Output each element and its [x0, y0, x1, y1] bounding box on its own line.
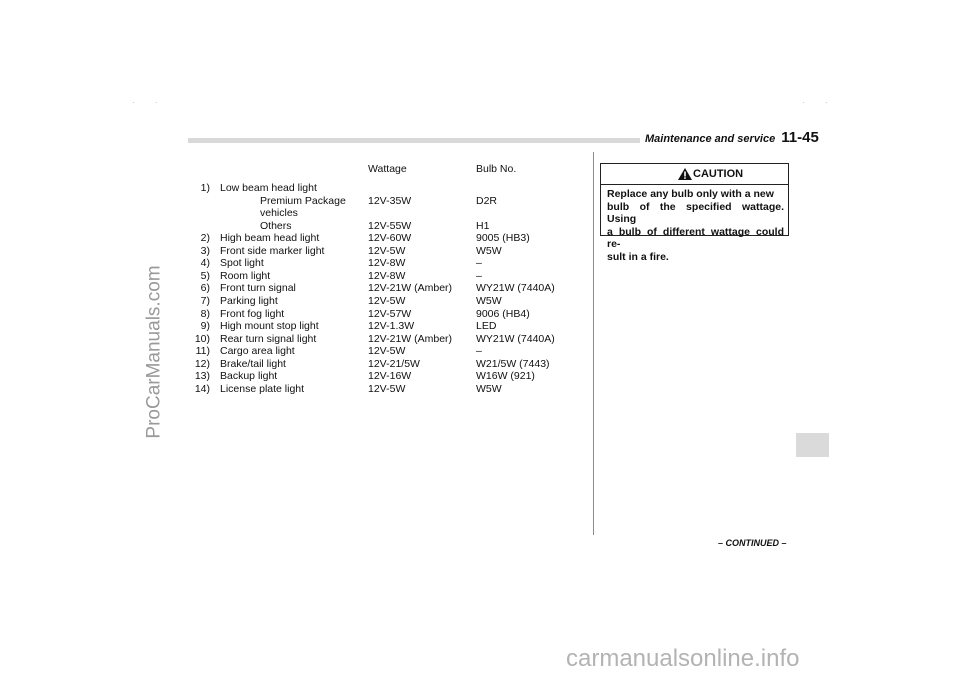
section-title: Maintenance and service — [645, 133, 776, 145]
caution-text — [601, 185, 788, 264]
row-number: 8) — [200, 307, 210, 320]
row-name: High mount stop light — [220, 320, 319, 333]
caution-header — [601, 164, 788, 185]
row-bulb: – — [476, 269, 482, 282]
caution-line: Replace any bulb only with a new — [607, 188, 774, 200]
row-bulb: – — [476, 345, 482, 358]
column-header-wattage: Wattage — [368, 163, 407, 175]
row-bulb: WY21W (7440A) — [476, 332, 555, 345]
row-name: Low beam head light — [220, 182, 317, 194]
page-header — [645, 129, 819, 146]
row-name: Rear turn signal light — [220, 332, 317, 345]
row-wattage: 12V-16W — [368, 370, 412, 383]
row-name: Premium Package — [260, 194, 346, 207]
row-bulb: W5W — [476, 244, 502, 257]
row-name: Brake/tail light — [220, 357, 286, 370]
row-bulb: W21/5W (7443) — [476, 357, 550, 370]
row-name: Front turn signal — [220, 282, 296, 295]
caution-line: sult in a fire. — [607, 250, 669, 263]
row-bulb: 9006 (HB4) — [476, 307, 530, 320]
row-wattage: 12V-5W — [368, 382, 406, 395]
page-number: 11-45 — [781, 129, 819, 146]
crop-mark-left: . . — [132, 95, 167, 105]
row-name: Cargo area light — [220, 345, 295, 358]
row-name: High beam head light — [220, 232, 320, 245]
row-wattage: 12V-1.3W — [368, 320, 415, 333]
row-wattage: 12V-8W — [368, 257, 406, 270]
row-number: 9) — [200, 320, 210, 333]
row-number: 2) — [200, 232, 210, 245]
row-name: Others — [260, 219, 292, 232]
row-wattage: 12V-5W — [368, 345, 406, 358]
row-wattage: 12V-5W — [368, 244, 406, 257]
row-wattage: 12V-5W — [368, 294, 406, 307]
warning-triangle-icon — [678, 168, 692, 180]
column-divider — [593, 152, 594, 535]
caution-line: bulb of the specified wattage. Using — [607, 200, 784, 226]
chapter-tab — [796, 433, 829, 457]
row-bulb: WY21W (7440A) — [476, 282, 555, 295]
caution-title: CAUTION — [693, 168, 744, 180]
header-rule — [188, 138, 640, 143]
row-wattage: 12V-21/5W — [368, 357, 420, 370]
row-number: 11) — [195, 345, 210, 358]
row-wattage: 12V-8W — [368, 269, 406, 282]
crop-mark-right: . . — [802, 95, 837, 105]
row-wattage: 12V-60W — [368, 232, 412, 245]
row-wattage: 12V-35W — [368, 194, 412, 207]
row-bulb: – — [476, 257, 482, 270]
row-number: 3) — [200, 244, 210, 257]
row-name: License plate light — [220, 382, 305, 395]
caution-box — [600, 163, 789, 263]
row-number: 14) — [194, 382, 210, 395]
row-name: Spot light — [220, 257, 264, 270]
row-bulb: W5W — [476, 382, 502, 395]
row-number: 12) — [194, 357, 210, 370]
row-name: Front fog light — [220, 307, 285, 320]
row-number: 13) — [194, 370, 210, 383]
row-wattage: 12V-21W (Amber) — [368, 332, 453, 345]
row-wattage: 12V-55W — [368, 219, 412, 232]
row-bulb: D2R — [476, 194, 498, 207]
row-number: 5) — [200, 269, 210, 282]
watermark-vertical — [143, 262, 167, 442]
caution-line: a bulb of different wattage could re- — [607, 225, 784, 251]
row-bulb: LED — [476, 320, 497, 333]
row-bulb: 9005 (HB3) — [476, 232, 530, 245]
row-wattage: 12V-21W (Amber) — [368, 282, 453, 295]
row-number: 4) — [200, 257, 210, 270]
row-bulb: W16W (921) — [476, 370, 535, 383]
row-bulb: W5W — [476, 294, 502, 307]
watermark-bottom: carmanualsonline.info — [566, 645, 800, 672]
row-wattage: 12V-57W — [368, 307, 412, 320]
row-bulb: H1 — [476, 219, 490, 232]
row-name: Parking light — [220, 294, 278, 307]
row-number: 7) — [200, 294, 210, 307]
row-name: Front side marker light — [220, 244, 325, 257]
row-number: 1) — [200, 182, 210, 194]
continued-label: – CONTINUED – — [718, 538, 787, 548]
row-name: Room light — [220, 269, 271, 282]
row-number: 6) — [200, 282, 210, 295]
column-header-bulb: Bulb No. — [476, 163, 517, 175]
row-name: Backup light — [220, 370, 278, 383]
row-name: vehicles — [260, 207, 298, 220]
watermark-vertical-text: ProCarManuals.com — [144, 265, 166, 439]
row-number: 10) — [194, 332, 210, 345]
